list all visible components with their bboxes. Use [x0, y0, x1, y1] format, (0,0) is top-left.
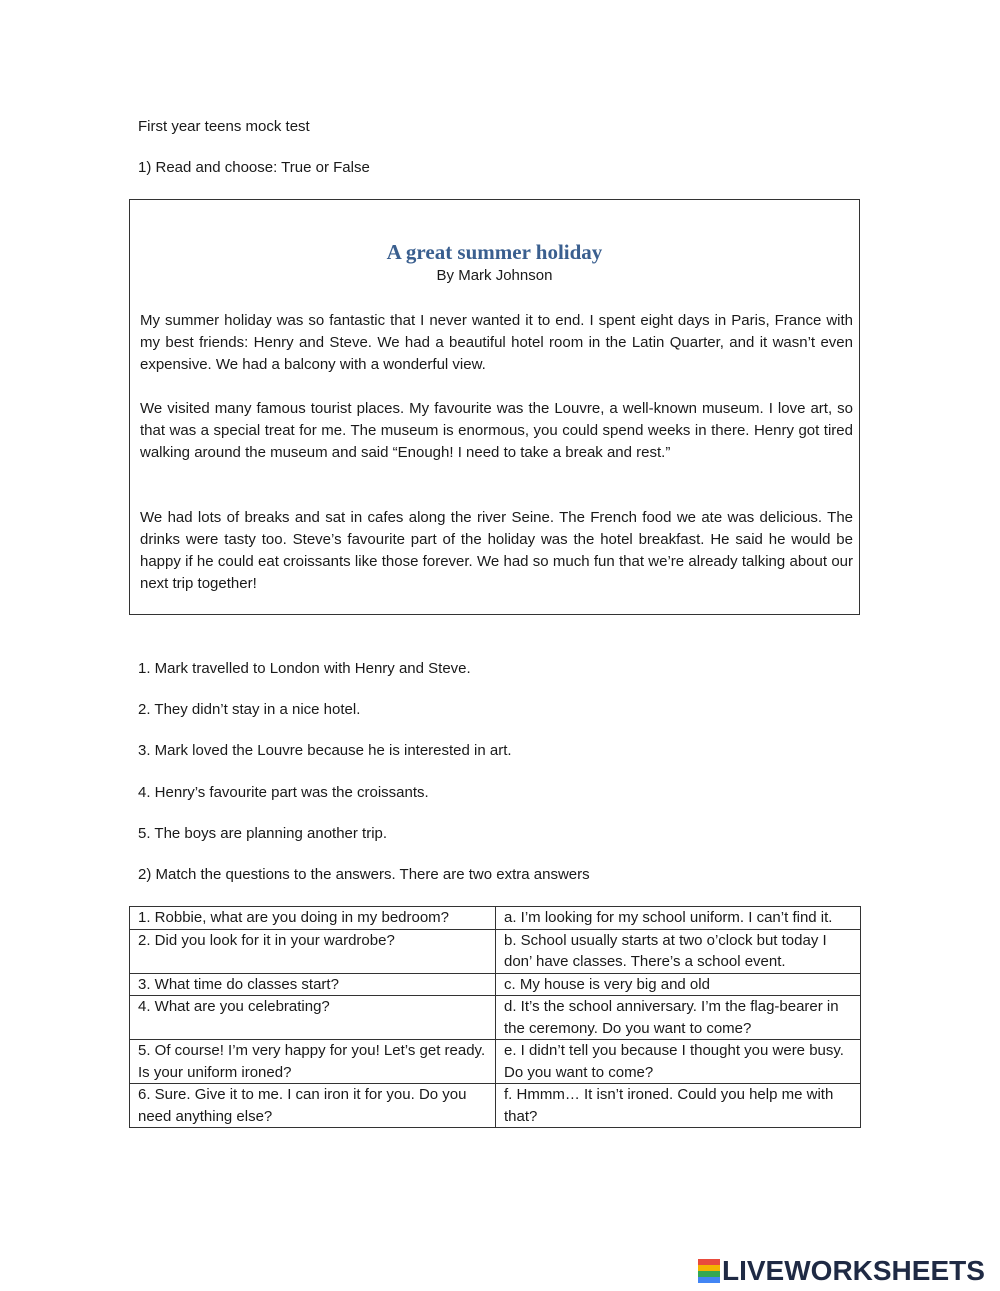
story-paragraph-2: We visited many famous tourist places. My favourite was the Louvre, a well-known museum. I love art, so that was a special treat for me. The museum is enormous, you could spend weeks in there. Henry got tired walking around the museum and said “Enough! I need to take a break and rest.”: [140, 400, 853, 461]
story-title: A great summer holiday: [386, 240, 603, 264]
statement-4: 4. Henry’s favourite part was the croissants.: [138, 784, 429, 801]
logo-icon: [698, 1259, 720, 1283]
question-cell: 5. Of course! I’m very happy for you! Let’s get ready. Is your uniform ironed?: [130, 1040, 496, 1084]
answer-cell: a. I’m looking for my school uniform. I can’t find it.: [496, 907, 861, 930]
logo-stripe: [698, 1277, 720, 1283]
story-paragraph-1: My summer holiday was so fantastic that I never wanted it to end. I spent eight days in Paris, France with my best friends: Henry and Steve. We had a beautiful hotel room in the Latin Quarter, and it wasn’t even expensive. We had a balcony with a wonderful view.: [140, 312, 853, 373]
answer-cell: e. I didn’t tell you because I thought you were busy. Do you want to come?: [496, 1040, 861, 1084]
task1-instruction: 1) Read and choose: True or False: [138, 159, 370, 176]
answer-cell: f. Hmmm… It isn’t ironed. Could you help me with that?: [496, 1084, 861, 1128]
answer-cell: d. It’s the school anniversary. I’m the flag-bearer in the ceremony. Do you want to come?: [496, 996, 861, 1040]
question-cell: 2. Did you look for it in your wardrobe?: [130, 929, 496, 973]
story-byline: By Mark Johnson: [436, 267, 553, 284]
liveworksheets-logo[interactable]: [698, 1255, 985, 1287]
test-title: First year teens mock test: [138, 118, 310, 135]
question-cell: 3. What time do classes start?: [130, 973, 496, 996]
table-row: [130, 1040, 861, 1084]
table-row: [130, 929, 861, 973]
statement-5: 5. The boys are planning another trip.: [138, 825, 388, 842]
table-row: [130, 907, 861, 930]
task2-instruction: 2) Match the questions to the answers. There are two extra answers: [138, 866, 590, 883]
story-paragraph-3: We had lots of breaks and sat in cafes along the river Seine. The French food we ate was delicious. The drinks were tasty too. Steve’s favourite part of the holiday was the hotel breakfast. He said he would be happy if he could eat croissants like those forever. We had so much fun that we’re already talking about our next trip together!: [140, 509, 853, 592]
story-box: [129, 199, 860, 615]
question-cell: 4. What are you celebrating?: [130, 996, 496, 1040]
match-table: [129, 906, 861, 1128]
answer-cell: c. My house is very big and old: [496, 973, 861, 996]
table-row: [130, 1084, 861, 1128]
table-row: [130, 996, 861, 1040]
question-cell: 6. Sure. Give it to me. I can iron it for you. Do you need anything else?: [130, 1084, 496, 1128]
answer-cell: b. School usually starts at two o’clock but today I don’ have classes. There’s a school event.: [496, 929, 861, 973]
table-row: [130, 973, 861, 996]
logo-text: LIVEWORKSHEETS: [722, 1255, 985, 1286]
statement-3: 3. Mark loved the Louvre because he is interested in art.: [138, 742, 512, 759]
question-cell: 1. Robbie, what are you doing in my bedroom?: [130, 907, 496, 930]
statement-2: 2. They didn’t stay in a nice hotel.: [138, 701, 361, 718]
statement-1: 1. Mark travelled to London with Henry and Steve.: [138, 660, 471, 677]
